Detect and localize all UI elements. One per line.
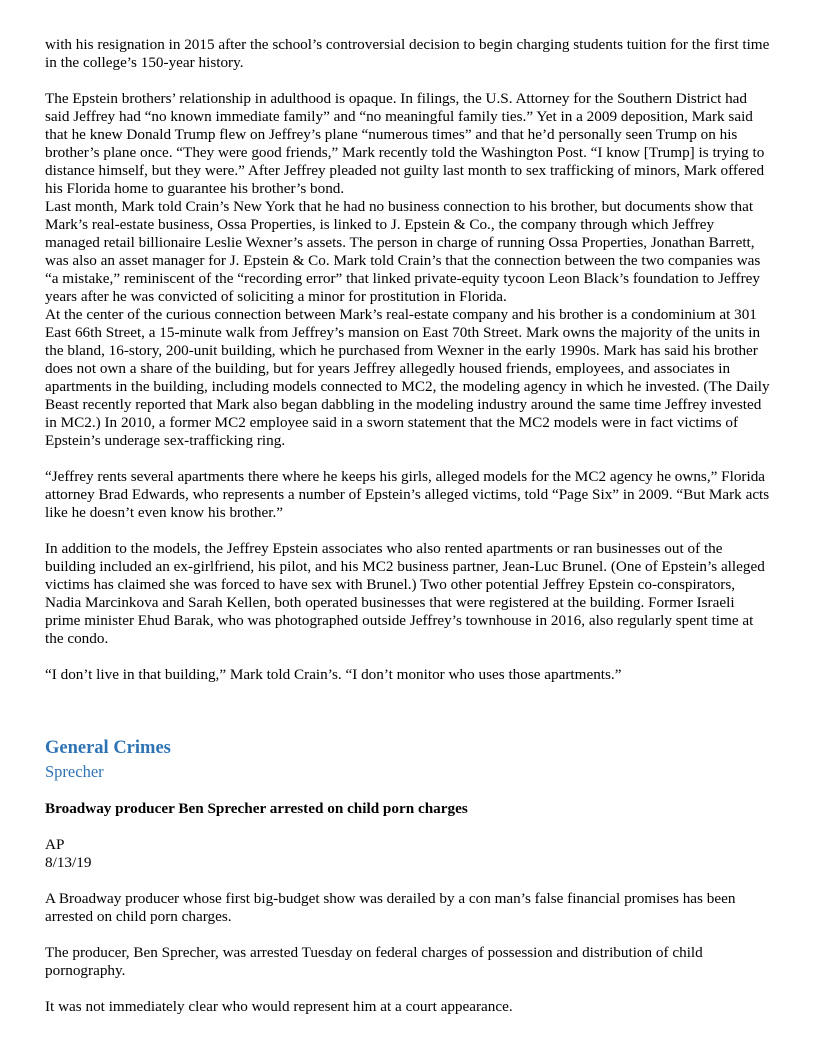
section-subheading: Sprecher (45, 762, 104, 781)
article-paragraph: It was not immediately clear who would represent him at a court appearance. (45, 998, 513, 1015)
page-body (45, 36, 771, 684)
article-date: 8/13/19 (45, 854, 92, 871)
body-paragraph: Last month, Mark told Crain’s New York that he had no business connection to his brother, but documents show that Mark’s real-estate business, Ossa Properties, is linked to J. Epstein & Co., the company through which Jeffrey managed retail billionaire Leslie Wexner’s assets. The person in charge of running Ossa Properties, Jonathan Barrett, was also an asset manager for J. Epstein & Co. Mark told Crain’s that the connection between the two companies was “a mistake,” reminiscent of the “recording error” that linked private-equity tycoon Leon Black’s foundation to Jeffrey years after he was convicted of soliciting a minor for prostitution in Florida. (45, 198, 761, 305)
body-paragraph: “Jeffrey rents several apartments there where he keeps his girls, alleged models for the MC2 agency he owns,” Florida attorney Brad Edwards, who represents a number of Epstein’s alleged victims, told “Page Six” in 2009. “But Mark acts like he doesn’t even know his brother.” (45, 468, 770, 521)
article-paragraph: The producer, Ben Sprecher, was arrested Tuesday on federal charges of possession and distribution of child pornography. (45, 944, 703, 979)
body-paragraph: In addition to the models, the Jeffrey Epstein associates who also rented apartments or ran businesses out of the building included an ex-girlfriend, his pilot, and his MC2 business partner, Jean-Luc Brunel. (One of Epstein’s alleged victims has claimed she was forced to have sex with Brunel.) Two other potential Jeffrey Epstein co-conspirators, Nadia Marcinkova and Sarah Kellen, both operated businesses that were registered at the building. Former Israeli prime minister Ehud Barak, who was photographed outside Jeffrey’s townhouse in 2016, also regularly spent time at the condo. (45, 540, 765, 647)
article-source: AP (45, 836, 65, 853)
article-headline: Broadway producer Ben Sprecher arrested on child porn charges (45, 800, 468, 817)
article-paragraph: A Broadway producer whose first big-budget show was derailed by a con man’s false financial promises has been arrested on child porn charges. (45, 890, 736, 925)
body-paragraph: At the center of the curious connection between Mark’s real-estate company and his brother is a condominium at 301 East 66th Street, a 15-minute walk from Jeffrey’s mansion on East 70th Street. Mark owns the majority of the units in the bland, 16-story, 200-unit building, which he purchased from Wexner in the early 1990s. Mark has said his brother does not own a share of the building, but for years Jeffrey allegedly housed friends, employees, and associates in apartments in the building, including models connected to MC2, the modeling agency in which he invested. (The Daily Beast recently reported that Mark also began dabbling in the modeling industry around the same time Jeffrey invested in MC2.) In 2010, a former MC2 employee said in a sworn statement that the MC2 models were in fact victims of Epstein’s underage sex-trafficking ring. (45, 306, 770, 449)
body-paragraph: with his resignation in 2015 after the school’s controversial decision to begin charging students tuition for the first time in the college’s 150-year history. (45, 36, 770, 71)
body-paragraph: “I don’t live in that building,” Mark told Crain’s. “I don’t monitor who uses those apartments.” (45, 666, 622, 683)
article (45, 800, 771, 1016)
body-paragraph: The Epstein brothers’ relationship in adulthood is opaque. In filings, the U.S. Attorney for the Southern District had said Jeffrey had “no known immediate family” and “no meaningful family ties.” Yet in a 2009 deposition, Mark said that he knew Donald Trump flew on Jeffrey’s plane “numerous times” and that he’d personally seen Trump on his brother’s plane once. “They were good friends,” Mark recently told the Washington Post. “I know [Trump] is trying to distance himself, but they were.” After Jeffrey pleaded not guilty last month to sex trafficking of minors, Mark offered his Florida home to guarantee his brother’s bond. (45, 90, 765, 197)
section-heading: General Crimes (45, 738, 171, 758)
